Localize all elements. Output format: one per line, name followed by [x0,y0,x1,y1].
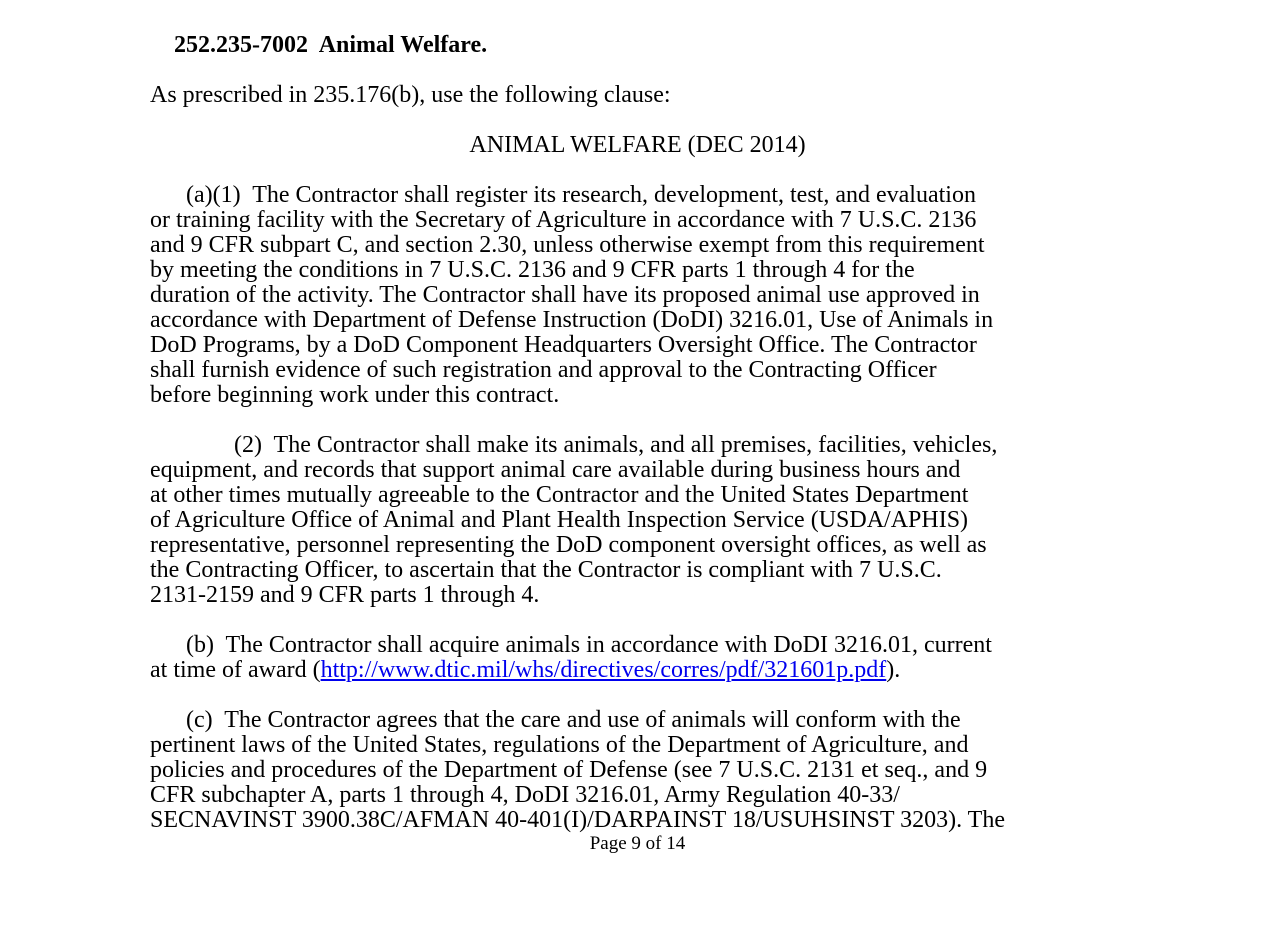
paragraph-line: pertinent laws of the United States, regulations of the Department of Agriculture, and [150,732,969,758]
page-number: Page 9 of 14 [589,833,686,854]
paragraph-line: 2131-2159 and 9 CFR parts 1 through 4. [150,582,540,608]
section-number: 252.235-7002 [174,32,308,58]
paragraph-line: before beginning work under this contract. [150,382,560,408]
paragraph-c [150,708,1125,833]
paragraph-line: equipment, and records that support animal care available during business hours and [150,457,961,483]
section-title: Animal Welfare. [318,32,488,58]
paragraph-line: accordance with Department of Defense Instruction (DoDI) 3216.01, Use of Animals in [150,307,994,333]
paragraph-line: or training facility with the Secretary of Agriculture in accordance with 7 U.S.C. 2136 [150,207,977,233]
paragraph-line: DoD Programs, by a DoD Component Headquarters Oversight Office. The Contractor [150,332,977,358]
paragraph-line: at other times mutually agreeable to the Contractor and the United States Department [150,482,969,508]
paragraph-line: by meeting the conditions in 7 U.S.C. 2136 and 9 CFR parts 1 through 4 for the [150,257,915,283]
paragraph-line: of Agriculture Office of Animal and Plant Health Inspection Service (USDA/APHIS) [150,507,969,533]
clause-title: ANIMAL WELFARE (DEC 2014) [469,132,806,158]
paragraph-line: representative, personnel representing the DoD component oversight offices, as well as [150,532,987,558]
paragraph-line: the Contracting Officer, to ascertain that the Contractor is compliant with 7 U.S.C. [150,557,942,583]
paragraph-line: at time of award (http://www.dtic.mil/whs/directives/corres/pdf/321601p.pdf). [150,657,901,683]
paragraph-line: (a)(1) The Contractor shall register its research, development, test, and evaluation [150,182,976,208]
paragraph-line: SECNAVINST 3900.38C/AFMAN 40-401(I)/DARPAINST 18/USUHSINST 3203). The [150,807,1005,833]
intro-text: As prescribed in 235.176(b), use the following clause: [150,82,671,108]
paragraph-line: duration of the activity. The Contractor shall have its proposed animal use approved in [150,282,980,308]
paragraph-line: and 9 CFR subpart C, and section 2.30, unless otherwise exempt from this requirement [150,232,985,258]
paragraph-line: shall furnish evidence of such registration and approval to the Contracting Officer [150,357,937,383]
paragraph-line: (2) The Contractor shall make its animals, and all premises, facilities, vehicles, [150,432,998,458]
paragraph-line: (b) The Contractor shall acquire animals in accordance with DoDI 3216.01, current [150,632,992,658]
paragraph-line: policies and procedures of the Department of Defense (see 7 U.S.C. 2131 et seq., and 9 [150,757,988,783]
paragraph-line: (c) The Contractor agrees that the care and use of animals will conform with the [150,707,961,733]
paragraph-a1 [150,183,1125,408]
document-page [150,8,1125,833]
section-heading [150,8,1125,83]
page-footer [0,833,1275,855]
directive-link[interactable]: http://www.dtic.mil/whs/directives/corres/pdf/321601p.pdf [320,657,887,683]
paragraph-a2 [150,433,1125,608]
paragraph-b [150,633,1125,683]
paragraph-line: CFR subchapter A, parts 1 through 4, DoDI 3216.01, Army Regulation 40-33/ [150,782,900,808]
